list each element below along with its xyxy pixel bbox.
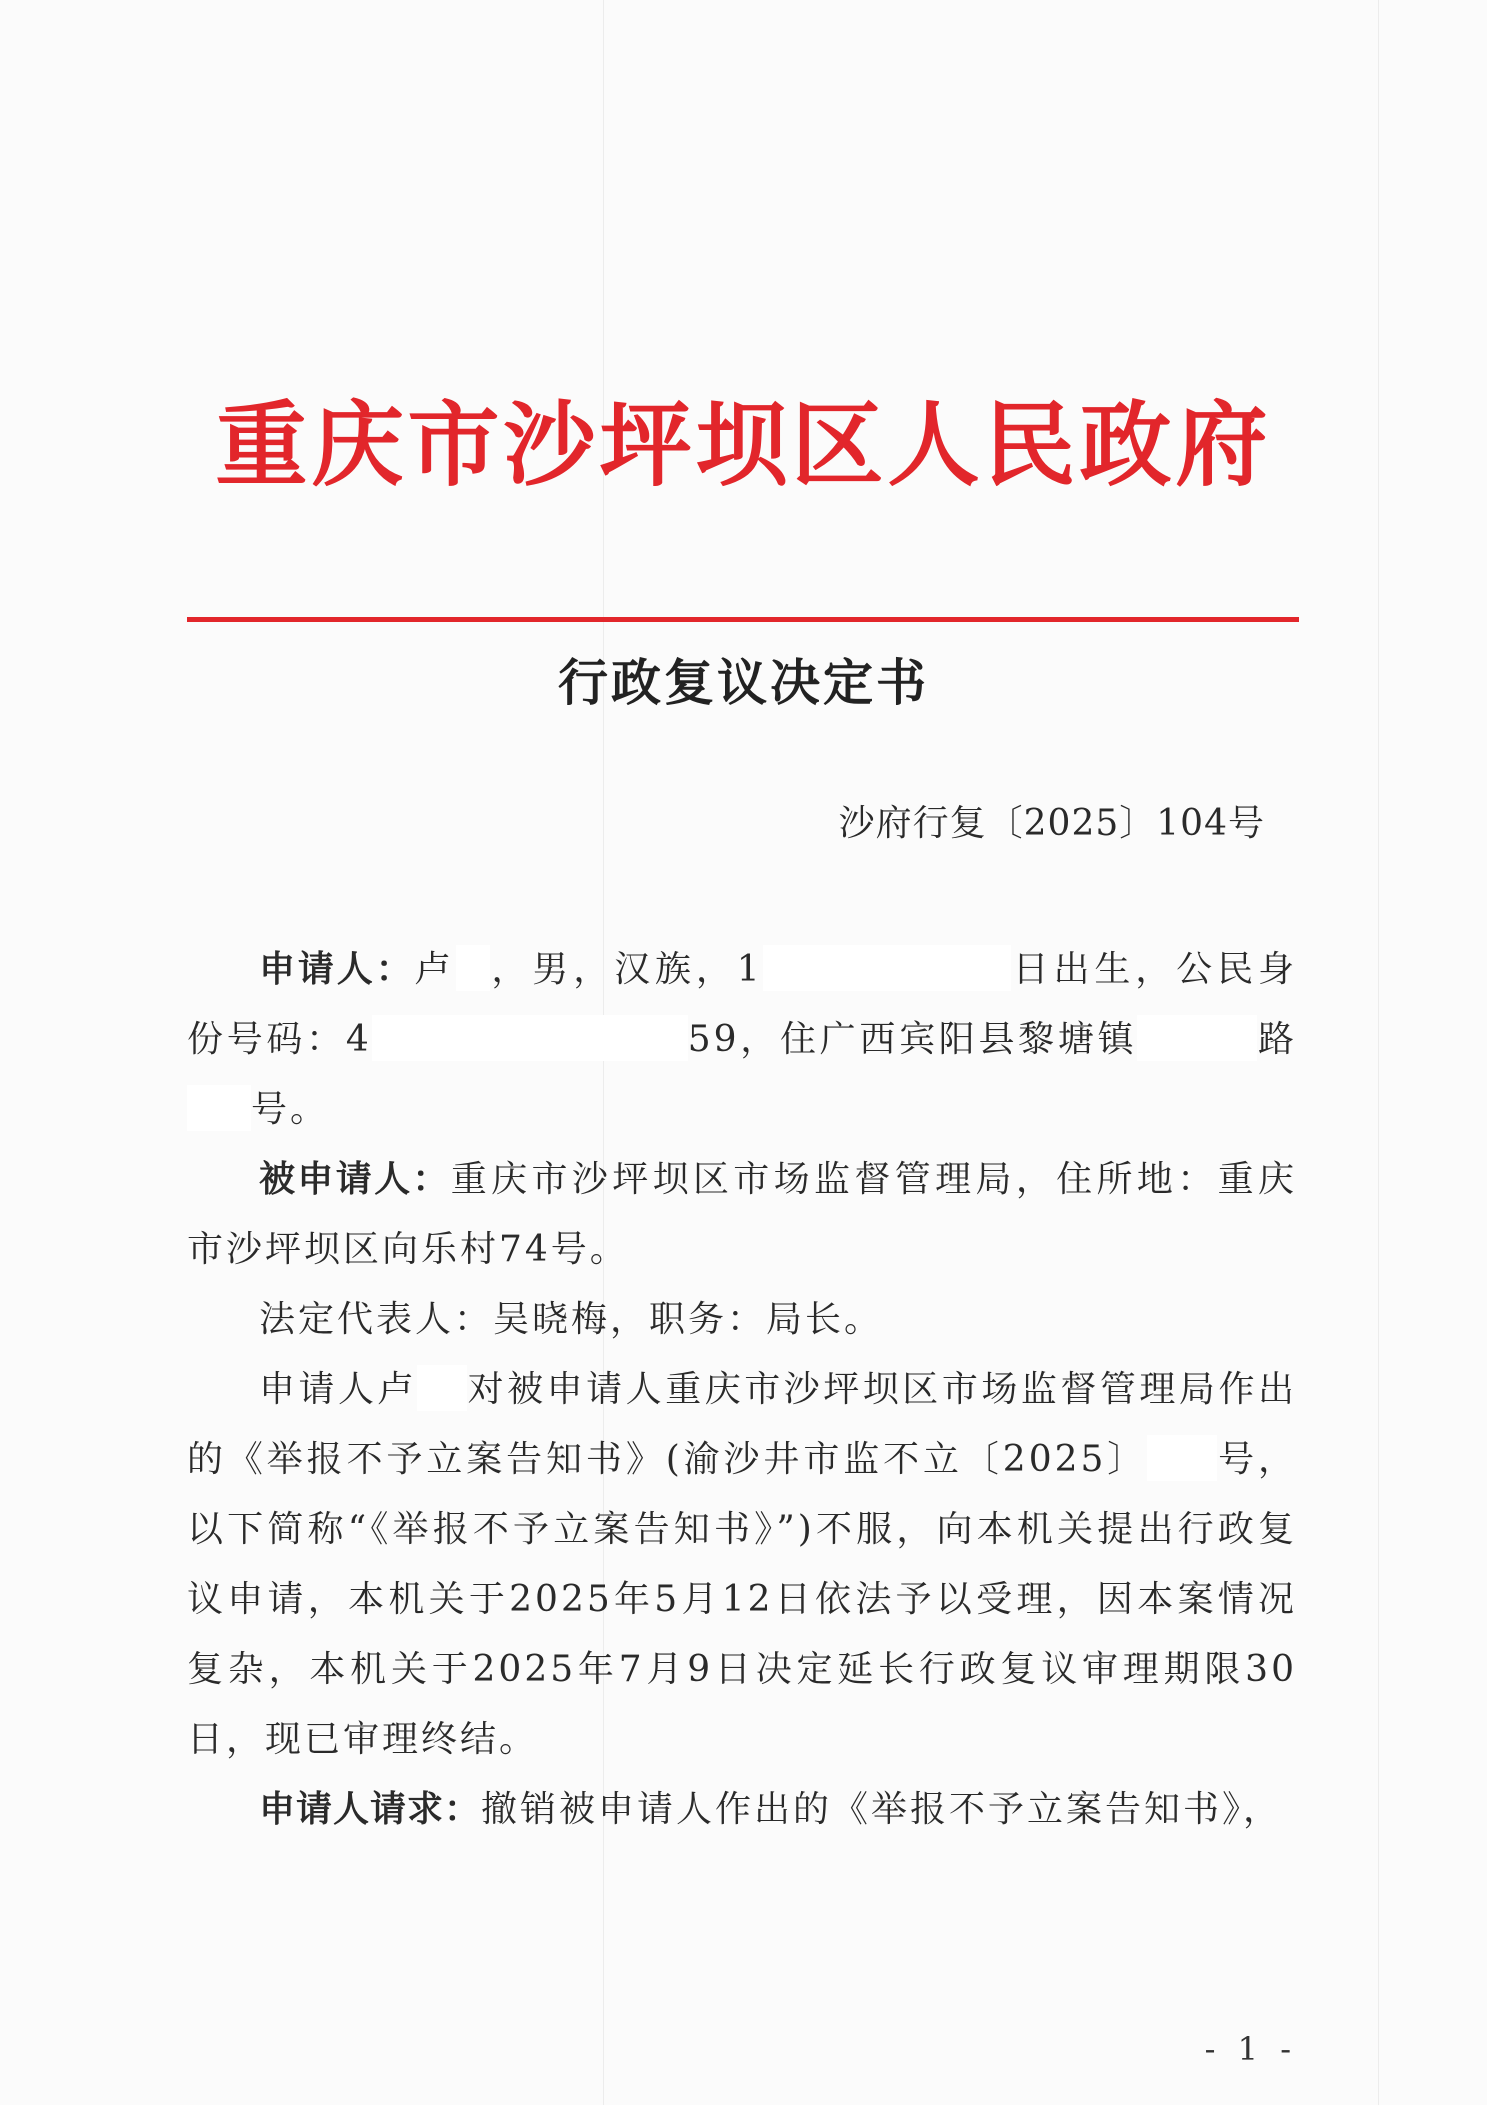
red-divider-line (187, 617, 1299, 622)
applicant-paragraph: 申请人：卢 ，男，汉族，1 日出生，公民身份号码：4 59，住广西宾阳县黎塘镇 路号。 (187, 935, 1297, 1145)
request-label: 申请人请求： (259, 1789, 482, 1830)
redaction-block (1137, 1015, 1257, 1061)
redaction-block (456, 945, 490, 991)
document-title: 行政复议决定书 (558, 653, 929, 712)
redaction-block (187, 1085, 251, 1131)
document-body (187, 935, 1297, 1845)
respondent-label: 被申请人： (259, 1159, 451, 1200)
respondent-paragraph: 被申请人：重庆市沙坪坝区市场监督管理局，住所地：重庆市沙坪坝区向乐村74号。 (187, 1159, 1297, 1270)
request-paragraph: 申请人请求：撤销被申请人作出的《举报不予立案告知书》， (259, 1789, 1283, 1830)
case-description-paragraph: 申请人卢 对被申请人重庆市沙坪坝区市场监督管理局作出的《举报不予立案告知书》(渝沙井市监不立〔2025〕 号，以下简称“《举报不予立案告知书》”)不服，向本机关提出行政复议申请，本机关于2025年5月12日依法予以受理，因本案情况复杂，本机关于2025年7月9日决定延长行政复议审理期限30日，现已审理终结。 (187, 1355, 1297, 1775)
redaction-block (763, 945, 1011, 991)
legal-representative-paragraph: 法定代表人：吴晓梅，职务：局长。 (259, 1299, 884, 1340)
document-number: 沙府行复〔2025〕104号 (838, 803, 1265, 844)
organization-title: 重庆市沙坪坝区人民政府 (215, 392, 1272, 499)
redaction-block (372, 1015, 688, 1061)
redaction-block (417, 1365, 467, 1411)
redaction-block (1147, 1435, 1217, 1481)
page-number: - 1 - (1204, 2030, 1297, 2068)
applicant-label: 申请人： (259, 949, 415, 990)
scan-fold-line-right (1378, 0, 1379, 2105)
